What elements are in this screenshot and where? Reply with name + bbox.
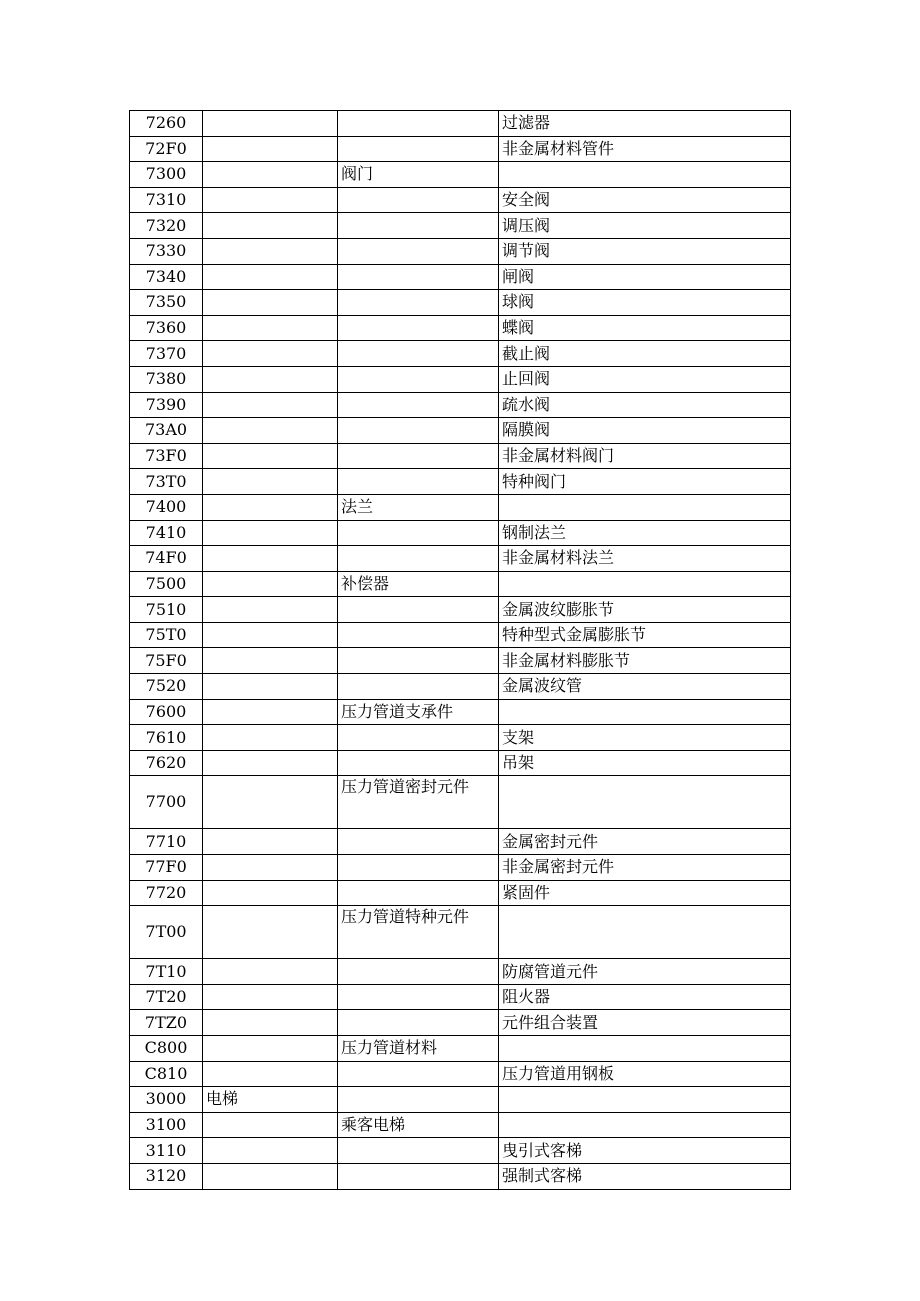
type-cell bbox=[338, 111, 499, 137]
table-row bbox=[130, 213, 791, 239]
code-cell: 7390 bbox=[130, 392, 203, 418]
item-cell: 曳引式客梯 bbox=[499, 1138, 791, 1164]
code-cell: 75T0 bbox=[130, 622, 203, 648]
type-cell bbox=[338, 136, 499, 162]
table-row bbox=[130, 469, 791, 495]
category-cell bbox=[203, 341, 338, 367]
category-cell bbox=[203, 648, 338, 674]
item-cell bbox=[499, 906, 791, 959]
code-cell: 7350 bbox=[130, 290, 203, 316]
table-row bbox=[130, 1010, 791, 1036]
type-cell bbox=[338, 546, 499, 572]
code-cell: 7710 bbox=[130, 829, 203, 855]
type-cell bbox=[338, 855, 499, 881]
type-cell bbox=[338, 829, 499, 855]
table-row bbox=[130, 984, 791, 1010]
item-cell: 金属密封元件 bbox=[499, 829, 791, 855]
equipment-code-table bbox=[129, 110, 791, 1190]
code-cell: 7600 bbox=[130, 699, 203, 725]
table-row bbox=[130, 315, 791, 341]
table-row bbox=[130, 264, 791, 290]
table-row bbox=[130, 959, 791, 985]
category-cell bbox=[203, 315, 338, 341]
type-cell: 压力管道特种元件 bbox=[338, 906, 499, 959]
code-cell: 7620 bbox=[130, 750, 203, 776]
table-row bbox=[130, 366, 791, 392]
item-cell: 球阀 bbox=[499, 290, 791, 316]
code-cell: 7520 bbox=[130, 674, 203, 700]
item-cell bbox=[499, 699, 791, 725]
table-row bbox=[130, 392, 791, 418]
code-cell: 7610 bbox=[130, 725, 203, 751]
type-cell bbox=[338, 1061, 499, 1087]
category-cell bbox=[203, 366, 338, 392]
code-cell: 7510 bbox=[130, 597, 203, 623]
type-cell bbox=[338, 264, 499, 290]
category-cell bbox=[203, 906, 338, 959]
category-cell bbox=[203, 520, 338, 546]
category-cell bbox=[203, 674, 338, 700]
type-cell bbox=[338, 341, 499, 367]
category-cell bbox=[203, 546, 338, 572]
code-cell: 7410 bbox=[130, 520, 203, 546]
code-cell: 7720 bbox=[130, 880, 203, 906]
table-row bbox=[130, 699, 791, 725]
code-cell: 73A0 bbox=[130, 418, 203, 444]
item-cell bbox=[499, 494, 791, 520]
category-cell: 电梯 bbox=[203, 1087, 338, 1113]
type-cell bbox=[338, 1138, 499, 1164]
type-cell bbox=[338, 959, 499, 985]
table-row bbox=[130, 750, 791, 776]
type-cell bbox=[338, 984, 499, 1010]
table-row bbox=[130, 674, 791, 700]
item-cell: 调压阀 bbox=[499, 213, 791, 239]
type-cell bbox=[338, 469, 499, 495]
item-cell bbox=[499, 162, 791, 188]
type-cell: 补偿器 bbox=[338, 571, 499, 597]
category-cell bbox=[203, 725, 338, 751]
table-row bbox=[130, 906, 791, 959]
code-cell: 74F0 bbox=[130, 546, 203, 572]
type-cell: 压力管道支承件 bbox=[338, 699, 499, 725]
item-cell: 非金属密封元件 bbox=[499, 855, 791, 881]
item-cell: 蝶阀 bbox=[499, 315, 791, 341]
table-row bbox=[130, 1061, 791, 1087]
category-cell bbox=[203, 1061, 338, 1087]
table-row bbox=[130, 238, 791, 264]
category-cell bbox=[203, 136, 338, 162]
code-cell: 73T0 bbox=[130, 469, 203, 495]
item-cell: 疏水阀 bbox=[499, 392, 791, 418]
item-cell: 非金属材料膨胀节 bbox=[499, 648, 791, 674]
code-cell: 7340 bbox=[130, 264, 203, 290]
item-cell bbox=[499, 776, 791, 829]
code-cell: 77F0 bbox=[130, 855, 203, 881]
code-cell: C800 bbox=[130, 1036, 203, 1062]
type-cell: 乘客电梯 bbox=[338, 1112, 499, 1138]
code-cell: 3110 bbox=[130, 1138, 203, 1164]
item-cell bbox=[499, 1087, 791, 1113]
category-cell bbox=[203, 111, 338, 137]
type-cell bbox=[338, 238, 499, 264]
item-cell: 吊架 bbox=[499, 750, 791, 776]
item-cell: 元件组合装置 bbox=[499, 1010, 791, 1036]
code-cell: 7320 bbox=[130, 213, 203, 239]
code-cell: 7300 bbox=[130, 162, 203, 188]
item-cell: 非金属材料阀门 bbox=[499, 443, 791, 469]
code-cell: 75F0 bbox=[130, 648, 203, 674]
table-row bbox=[130, 571, 791, 597]
type-cell bbox=[338, 1087, 499, 1113]
category-cell bbox=[203, 290, 338, 316]
type-cell: 法兰 bbox=[338, 494, 499, 520]
table-row bbox=[130, 546, 791, 572]
category-cell bbox=[203, 959, 338, 985]
category-cell bbox=[203, 750, 338, 776]
code-cell: 7380 bbox=[130, 366, 203, 392]
table-row bbox=[130, 1087, 791, 1113]
table-row bbox=[130, 341, 791, 367]
category-cell bbox=[203, 597, 338, 623]
type-cell bbox=[338, 187, 499, 213]
category-cell bbox=[203, 264, 338, 290]
item-cell: 止回阀 bbox=[499, 366, 791, 392]
code-cell: 73F0 bbox=[130, 443, 203, 469]
item-cell: 非金属材料管件 bbox=[499, 136, 791, 162]
code-cell: 7310 bbox=[130, 187, 203, 213]
type-cell bbox=[338, 520, 499, 546]
table-row bbox=[130, 1138, 791, 1164]
code-cell: 3000 bbox=[130, 1087, 203, 1113]
item-cell: 钢制法兰 bbox=[499, 520, 791, 546]
table-row bbox=[130, 418, 791, 444]
table-row bbox=[130, 136, 791, 162]
table-row bbox=[130, 597, 791, 623]
category-cell bbox=[203, 1138, 338, 1164]
code-cell: 7T00 bbox=[130, 906, 203, 959]
table-row bbox=[130, 187, 791, 213]
category-cell bbox=[203, 494, 338, 520]
code-cell: 7260 bbox=[130, 111, 203, 137]
category-cell bbox=[203, 880, 338, 906]
type-cell: 压力管道材料 bbox=[338, 1036, 499, 1062]
category-cell bbox=[203, 571, 338, 597]
table-body bbox=[130, 111, 791, 1190]
type-cell bbox=[338, 392, 499, 418]
category-cell bbox=[203, 622, 338, 648]
table-row bbox=[130, 648, 791, 674]
category-cell bbox=[203, 776, 338, 829]
code-cell: 7T10 bbox=[130, 959, 203, 985]
type-cell bbox=[338, 597, 499, 623]
code-cell: 7360 bbox=[130, 315, 203, 341]
type-cell bbox=[338, 622, 499, 648]
table-row bbox=[130, 443, 791, 469]
type-cell bbox=[338, 213, 499, 239]
category-cell bbox=[203, 392, 338, 418]
category-cell bbox=[203, 213, 338, 239]
type-cell: 阀门 bbox=[338, 162, 499, 188]
item-cell: 隔膜阀 bbox=[499, 418, 791, 444]
item-cell bbox=[499, 1036, 791, 1062]
item-cell: 闸阀 bbox=[499, 264, 791, 290]
category-cell bbox=[203, 418, 338, 444]
table-row bbox=[130, 829, 791, 855]
item-cell: 防腐管道元件 bbox=[499, 959, 791, 985]
type-cell: 压力管道密封元件 bbox=[338, 776, 499, 829]
category-cell bbox=[203, 855, 338, 881]
type-cell bbox=[338, 648, 499, 674]
category-cell bbox=[203, 1010, 338, 1036]
item-cell: 截止阀 bbox=[499, 341, 791, 367]
type-cell bbox=[338, 290, 499, 316]
category-cell bbox=[203, 1112, 338, 1138]
category-cell bbox=[203, 443, 338, 469]
table-row bbox=[130, 725, 791, 751]
item-cell: 调节阀 bbox=[499, 238, 791, 264]
code-cell: 7TZ0 bbox=[130, 1010, 203, 1036]
category-cell bbox=[203, 238, 338, 264]
item-cell: 金属波纹膨胀节 bbox=[499, 597, 791, 623]
table-row bbox=[130, 1036, 791, 1062]
category-cell bbox=[203, 1036, 338, 1062]
code-cell: 7700 bbox=[130, 776, 203, 829]
table-row bbox=[130, 494, 791, 520]
item-cell: 支架 bbox=[499, 725, 791, 751]
item-cell: 特种阀门 bbox=[499, 469, 791, 495]
table-row bbox=[130, 622, 791, 648]
item-cell: 特种型式金属膨胀节 bbox=[499, 622, 791, 648]
table-row bbox=[130, 1112, 791, 1138]
code-cell: 3120 bbox=[130, 1163, 203, 1189]
item-cell: 阻火器 bbox=[499, 984, 791, 1010]
item-cell: 强制式客梯 bbox=[499, 1163, 791, 1189]
item-cell: 安全阀 bbox=[499, 187, 791, 213]
category-cell bbox=[203, 699, 338, 725]
table-row bbox=[130, 162, 791, 188]
item-cell bbox=[499, 571, 791, 597]
table-row bbox=[130, 520, 791, 546]
type-cell bbox=[338, 750, 499, 776]
item-cell bbox=[499, 1112, 791, 1138]
type-cell bbox=[338, 674, 499, 700]
category-cell bbox=[203, 469, 338, 495]
type-cell bbox=[338, 315, 499, 341]
type-cell bbox=[338, 880, 499, 906]
category-cell bbox=[203, 187, 338, 213]
table-row bbox=[130, 855, 791, 881]
code-cell: 7370 bbox=[130, 341, 203, 367]
category-cell bbox=[203, 162, 338, 188]
code-cell: 7330 bbox=[130, 238, 203, 264]
code-cell: 3100 bbox=[130, 1112, 203, 1138]
table-row bbox=[130, 1163, 791, 1189]
category-cell bbox=[203, 829, 338, 855]
table-row bbox=[130, 290, 791, 316]
type-cell bbox=[338, 1163, 499, 1189]
table-row bbox=[130, 111, 791, 137]
table-row bbox=[130, 880, 791, 906]
type-cell bbox=[338, 366, 499, 392]
category-cell bbox=[203, 1163, 338, 1189]
type-cell bbox=[338, 418, 499, 444]
code-cell: 7T20 bbox=[130, 984, 203, 1010]
code-cell: 7500 bbox=[130, 571, 203, 597]
item-cell: 过滤器 bbox=[499, 111, 791, 137]
category-cell bbox=[203, 984, 338, 1010]
type-cell bbox=[338, 443, 499, 469]
item-cell: 压力管道用钢板 bbox=[499, 1061, 791, 1087]
type-cell bbox=[338, 725, 499, 751]
item-cell: 金属波纹管 bbox=[499, 674, 791, 700]
item-cell: 非金属材料法兰 bbox=[499, 546, 791, 572]
code-cell: 72F0 bbox=[130, 136, 203, 162]
code-cell: C810 bbox=[130, 1061, 203, 1087]
type-cell bbox=[338, 1010, 499, 1036]
item-cell: 紧固件 bbox=[499, 880, 791, 906]
code-cell: 7400 bbox=[130, 494, 203, 520]
table-row bbox=[130, 776, 791, 829]
